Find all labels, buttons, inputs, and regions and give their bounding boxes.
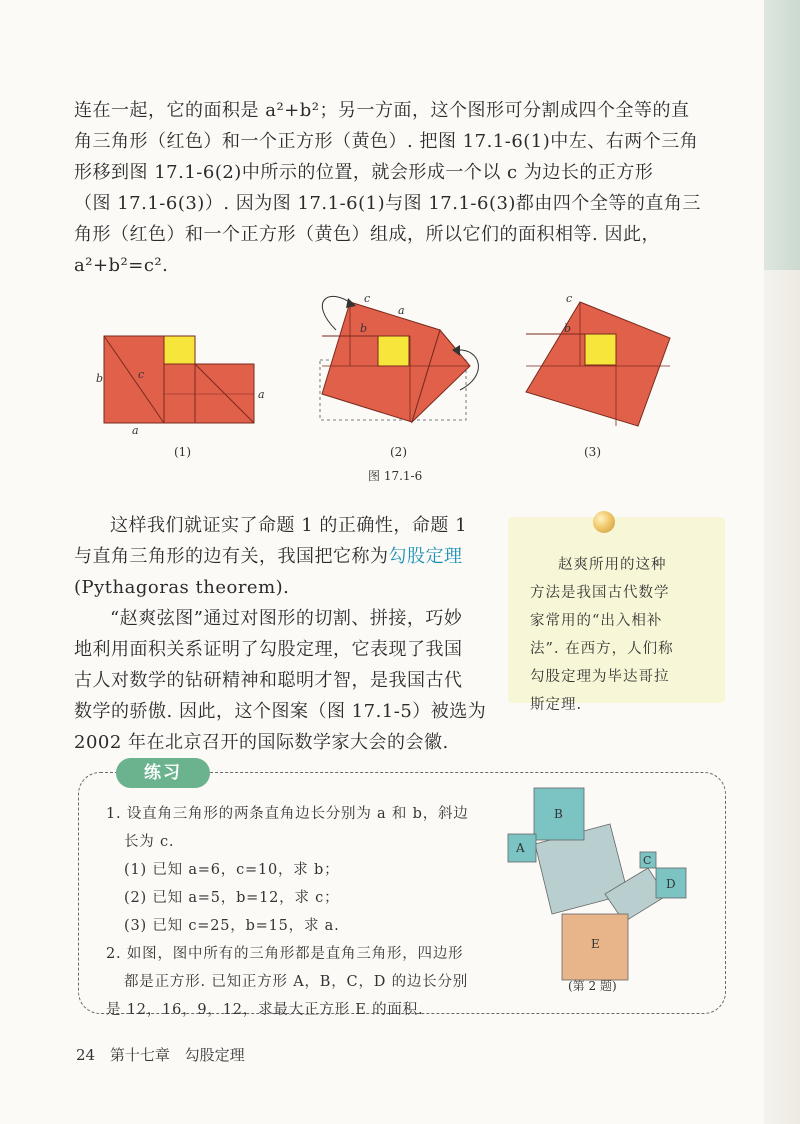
main-line: 地利用面积关系证明了勾股定理，它表现了我国 (74, 639, 463, 660)
figure-caption: 图 17.1-6 (368, 469, 423, 483)
exercise-line: 1. 设直角三角形的两条直角边长分别为 a 和 b，斜边 (106, 806, 469, 822)
note-line: 法”. 在西方，人们称 (530, 641, 674, 657)
exercise-line: 2. 如图，图中所有的三角形都是直角三角形，四边形 (106, 946, 464, 962)
highlight-term[interactable]: 勾股定理 (388, 546, 463, 567)
square-b-label: B (554, 807, 563, 821)
main-line: 这样我们就证实了命题 1 的正确性，命题 1 (110, 515, 468, 536)
figure-17-1-6 (90, 290, 700, 490)
exercise-line: (1) 已知 a=6，c=10，求 b； (124, 862, 340, 878)
intro-line: 连在一起，它的面积是 a²+b²；另一方面，这个图形可分割成四个全等的直 (74, 100, 690, 121)
main-line: (Pythagoras theorem). (74, 577, 290, 598)
label-c: c (138, 368, 145, 381)
exercise-text (106, 800, 496, 1024)
exercise-line: (3) 已知 c=25，b=15，求 a. (124, 918, 340, 934)
note-line: 方法是我国古代数学 (530, 585, 670, 601)
main-line: 古人对数学的钻研精神和聪明才智，是我国古代 (74, 670, 463, 691)
square-e-label: E (591, 937, 600, 951)
intro-paragraph (74, 95, 701, 281)
main-line-text: 与直角三角形的边有关，我国把它称为 (74, 546, 389, 567)
label-b: b (96, 372, 104, 385)
side-note (508, 517, 725, 713)
exercise-badge: 练习 (116, 758, 210, 788)
main-line (74, 541, 494, 572)
figure-sub-label: (1) (174, 445, 191, 459)
chapter-title: 勾股定理 (184, 1046, 245, 1064)
chapter-number: 第十七章 (109, 1046, 170, 1064)
exercise-line: 都是正方形. 已知正方形 A，B，C，D 的边长分别 (124, 974, 469, 990)
main-paragraph (74, 510, 494, 758)
square-c-label: C (643, 854, 652, 867)
label-a: a (258, 388, 265, 401)
main-line: 2002 年在北京召开的国际数学家大会的会徽. (74, 732, 449, 753)
figure-part-2 (320, 292, 478, 459)
note-line: 家常用的“出入相补 (530, 613, 663, 629)
note-line: 勾股定理为毕达哥拉 (530, 669, 670, 685)
main-line: “赵爽弦图”通过对图形的切割、拼接，巧妙 (110, 608, 463, 629)
figure-sub-label: (2) (390, 445, 407, 459)
square-a-label: A (516, 841, 525, 855)
figure-part-1 (96, 336, 265, 459)
figure-part-3 (526, 292, 670, 459)
exercise-figure (500, 784, 710, 994)
page-footer (76, 1044, 255, 1065)
label-c: c (566, 292, 573, 305)
label-b: b (564, 322, 572, 335)
exercise-line: 长为 c. (124, 834, 175, 850)
intro-line: 角三角形（红色）和一个正方形（黄色）. 把图 17.1-6(1)中左、右两个三角 (74, 131, 699, 152)
main-line: 数学的骄傲. 因此，这个图案（图 17.1-5）被选为 (74, 701, 487, 722)
exercise-line: 是 12，16，9，12，求最大正方形 E 的面积. (106, 1002, 424, 1018)
page-edge (764, 270, 800, 1124)
page-number: 24 (76, 1046, 96, 1064)
label-a: a (132, 424, 139, 437)
side-note-text (530, 551, 710, 719)
intro-line: （图 17.1-6(3)）. 因为图 17.1-6(1)与图 17.1-6(3)都由四个全等的直角三 (74, 193, 701, 214)
intro-line: 形移到图 17.1-6(2)中所示的位置，就会形成一个以 c 为边长的正方形 (74, 162, 654, 183)
label-a: a (398, 304, 405, 317)
figure-sub-label: (3) (584, 445, 601, 459)
square-d-label: D (666, 877, 676, 891)
intro-line: a²+b²=c². (74, 255, 169, 276)
label-c: c (364, 292, 371, 305)
note-line: 赵爽所用的这种 (558, 557, 667, 573)
exercise-line: (2) 已知 a=5，b=12，求 c； (124, 890, 340, 906)
intro-line: 角形（红色）和一个正方形（黄色）组成，所以它们的面积相等. 因此， (74, 224, 660, 245)
label-b: b (360, 322, 368, 335)
pin-icon (593, 511, 615, 533)
exercise-figure-caption: (第 2 题) (568, 979, 617, 993)
note-line: 斯定理. (530, 697, 583, 713)
page-edge-tab (764, 0, 800, 270)
